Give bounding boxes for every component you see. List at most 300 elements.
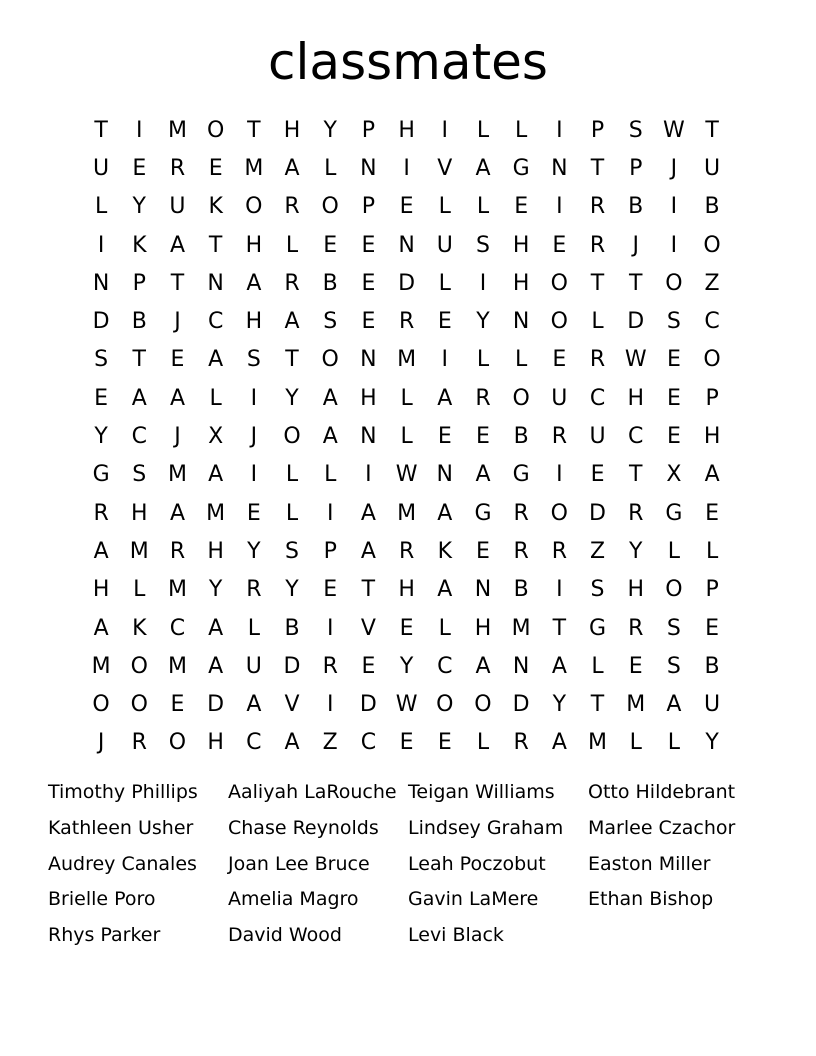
grid-letter: R	[169, 155, 186, 181]
grid-row	[82, 456, 732, 494]
grid-letter: C	[207, 309, 224, 335]
grid-letter: S	[285, 538, 300, 564]
grid-letter: I	[97, 232, 105, 258]
grid-letter: R	[475, 385, 491, 411]
grid-letter: P	[361, 117, 376, 143]
grid-letter: E	[399, 615, 414, 641]
grid-letter: D	[359, 692, 377, 718]
grid-letter: T	[247, 117, 261, 143]
grid-letter: E	[552, 347, 567, 373]
grid-letter: O	[283, 424, 301, 450]
grid-letter: L	[324, 155, 337, 181]
grid-letter: C	[169, 615, 186, 641]
grid-letter: B	[322, 270, 338, 296]
grid-letter: L	[133, 577, 146, 603]
grid-letter: Y	[628, 538, 643, 564]
grid-letter: H	[512, 270, 530, 296]
grid-letter: R	[398, 309, 415, 335]
grid-letter: T	[590, 155, 605, 181]
word-list-item: Easton Miller	[588, 852, 711, 875]
grid-letter: Y	[476, 309, 490, 335]
grid-letter: A	[284, 155, 300, 181]
grid-letter: E	[476, 538, 490, 564]
grid-row	[82, 685, 732, 723]
grid-letter: A	[208, 347, 224, 373]
grid-letter: I	[479, 270, 487, 296]
grid-letter: Y	[323, 117, 337, 143]
grid-letter: E	[399, 730, 414, 756]
grid-letter: Z	[589, 538, 606, 564]
grid-letter: A	[437, 500, 453, 526]
word-list-item: Timothy Phillips	[48, 781, 198, 803]
grid-letter: R	[169, 538, 186, 564]
grid-letter: W	[624, 347, 647, 373]
grid-letter: A	[475, 653, 491, 679]
grid-letter: J	[97, 730, 105, 756]
grid-letter: M	[167, 653, 187, 679]
grid-letter: A	[208, 653, 224, 679]
grid-letter: L	[285, 462, 299, 488]
grid-letter: E	[666, 385, 681, 411]
grid-letter: P	[705, 577, 719, 603]
grid-letter: E	[437, 309, 452, 335]
puzzle-title: classmates	[268, 33, 548, 91]
grid-letter: Y	[247, 538, 261, 564]
word-list-item: Brielle Poro	[48, 888, 156, 911]
grid-letter: A	[322, 424, 338, 450]
word-list-item: Gavin LaMere	[408, 888, 539, 911]
grid-letter: T	[170, 270, 185, 296]
grid-letter: N	[92, 270, 110, 296]
grid-letter: Y	[94, 424, 108, 450]
grid-row	[82, 379, 732, 417]
grid-letter: T	[590, 270, 605, 296]
grid-letter: U	[169, 194, 186, 220]
grid-letter: H	[245, 232, 263, 258]
grid-letter: I	[556, 194, 563, 220]
grid-letter: I	[556, 462, 563, 488]
word-list-item: Teigan Williams	[408, 781, 555, 803]
grid-letter: A	[551, 653, 567, 679]
grid-letter: O	[168, 730, 187, 756]
grid-letter: I	[326, 500, 334, 526]
grid-letter: C	[246, 730, 262, 756]
grid-letter: A	[360, 538, 376, 564]
grid-letter: E	[323, 577, 338, 603]
grid-letter: M	[397, 500, 417, 526]
grid-letter: J	[174, 309, 181, 335]
grid-letter: Y	[208, 577, 223, 603]
grid-letter: D	[398, 270, 416, 296]
grid-letter: E	[399, 194, 414, 220]
grid-letter: L	[285, 500, 299, 526]
grid-letter: B	[513, 577, 529, 603]
grid-letter: A	[246, 692, 262, 718]
grid-letter: O	[130, 692, 148, 718]
grid-letter: V	[437, 155, 453, 181]
grid-row	[82, 149, 732, 187]
word-list-item: David Wood	[228, 924, 342, 947]
grid-letter: O	[703, 232, 721, 258]
grid-letter: I	[136, 117, 143, 143]
grid-letter: R	[284, 194, 300, 220]
grid-letter: L	[515, 347, 528, 373]
grid-letter: R	[513, 500, 529, 526]
grid-letter: M	[167, 462, 187, 488]
grid-letter: T	[628, 270, 643, 296]
grid-letter: I	[365, 462, 372, 488]
grid-letter: J	[250, 424, 258, 450]
grid-row	[82, 226, 732, 264]
word-list-item: Rhys Parker	[48, 924, 161, 947]
grid-letter: D	[589, 500, 606, 526]
grid-letter: C	[360, 730, 377, 756]
grid-letter: S	[475, 232, 490, 258]
grid-letter: D	[627, 309, 645, 335]
grid-letter: L	[324, 462, 337, 488]
grid-row	[82, 188, 732, 226]
grid-letter: A	[475, 155, 491, 181]
grid-letter: M	[626, 692, 646, 718]
grid-letter: A	[360, 500, 376, 526]
grid-letter: T	[361, 577, 376, 603]
grid-letter: L	[94, 194, 108, 220]
grid-letter: L	[476, 117, 490, 143]
grid-letter: J	[632, 232, 639, 258]
grid-letter: P	[132, 270, 146, 296]
grid-letter: S	[323, 309, 338, 335]
grid-letter: M	[511, 615, 531, 641]
grid-letter: E	[437, 730, 452, 756]
grid-letter: M	[244, 155, 264, 181]
grid-letter: P	[590, 117, 605, 143]
grid-letter: I	[556, 577, 563, 603]
grid-letter: R	[628, 500, 644, 526]
grid-letter: R	[284, 270, 300, 296]
word-list-item: Amelia Magro	[228, 888, 359, 911]
grid-letter: H	[703, 424, 721, 450]
grid-letter: U	[93, 155, 110, 181]
grid-letter: V	[284, 692, 300, 718]
word-list-item: Kathleen Usher	[48, 816, 194, 839]
grid-letter: E	[94, 385, 109, 411]
grid-letter: U	[704, 155, 721, 181]
grid-letter: R	[93, 500, 109, 526]
grid-letter: O	[245, 194, 263, 220]
grid-letter: O	[321, 194, 339, 220]
grid-letter: O	[550, 309, 568, 335]
grid-letter: K	[132, 232, 147, 258]
grid-letter: E	[705, 500, 720, 526]
grid-letter: H	[398, 117, 415, 143]
grid-letter: O	[206, 117, 225, 143]
grid-letter: N	[512, 309, 530, 335]
grid-letter: L	[667, 538, 681, 564]
grid-letter: L	[591, 309, 604, 335]
grid-letter: W	[395, 462, 418, 488]
grid-letter: A	[208, 462, 224, 488]
grid-letter: O	[665, 577, 683, 603]
grid-letter: O	[321, 347, 339, 373]
grid-letter: Y	[285, 577, 299, 603]
grid-letter: M	[206, 500, 226, 526]
grid-letter: S	[628, 117, 643, 143]
word-list-item: Otto Hildebrant	[588, 781, 736, 803]
grid-letter: L	[476, 194, 490, 220]
grid-letter: I	[670, 232, 678, 258]
grid-letter: A	[666, 692, 682, 718]
grid-letter: N	[474, 577, 492, 603]
grid-letter: A	[169, 385, 185, 411]
grid-letter: L	[476, 347, 490, 373]
grid-letter: R	[398, 538, 415, 564]
grid-letter: R	[589, 232, 606, 258]
grid-letter: I	[441, 117, 449, 143]
grid-letter: R	[513, 730, 529, 756]
grid-letter: T	[208, 232, 223, 258]
grid-letter: W	[395, 692, 418, 718]
grid-row	[82, 532, 732, 570]
grid-letter: I	[250, 462, 258, 488]
grid-letter: B	[628, 194, 644, 220]
grid-letter: B	[131, 309, 147, 335]
grid-letter: B	[513, 424, 529, 450]
grid-letter: L	[438, 194, 451, 220]
grid-letter: B	[704, 653, 720, 679]
grid-letter: E	[170, 692, 185, 718]
grid-letter: G	[512, 462, 530, 488]
grid-letter: B	[284, 615, 300, 641]
grid-letter: N	[398, 232, 415, 258]
grid-letter: M	[588, 730, 608, 756]
grid-letter: K	[437, 538, 452, 564]
grid-letter: L	[629, 730, 642, 756]
grid-letter: L	[515, 117, 528, 143]
grid-letter: A	[208, 615, 224, 641]
word-list	[48, 776, 788, 955]
grid-letter: O	[550, 500, 568, 526]
grid-letter: D	[283, 653, 301, 679]
grid-letter: L	[438, 270, 451, 296]
grid-letter: E	[132, 155, 147, 181]
grid-letter: M	[129, 538, 149, 564]
grid-row	[82, 341, 732, 379]
grid-letter: G	[92, 462, 110, 488]
grid-letter: R	[589, 347, 606, 373]
grid-letter: A	[246, 270, 262, 296]
grid-letter: T	[552, 615, 567, 641]
grid-row	[82, 111, 732, 149]
grid-letter: C	[589, 385, 606, 411]
grid-letter: E	[705, 615, 720, 641]
grid-letter: L	[591, 653, 604, 679]
grid-letter: I	[250, 385, 258, 411]
grid-letter: T	[285, 347, 299, 373]
grid-letter: G	[512, 155, 530, 181]
grid-letter: S	[132, 462, 147, 488]
grid-letter: R	[513, 538, 529, 564]
grid-letter: R	[131, 730, 147, 756]
grid-letter: P	[705, 385, 719, 411]
grid-letter: L	[705, 538, 719, 564]
grid-letter: E	[552, 232, 567, 258]
grid-letter: O	[550, 270, 568, 296]
grid-letter: S	[666, 309, 681, 335]
grid-letter: I	[556, 117, 563, 143]
grid-letter: Y	[552, 692, 567, 718]
grid-letter: E	[590, 462, 605, 488]
grid-letter: P	[361, 194, 376, 220]
word-list-item: Chase Reynolds	[228, 816, 379, 839]
word-list-item: Marlee Czachor	[588, 816, 736, 839]
grid-letter: A	[704, 462, 720, 488]
grid-letter: D	[207, 692, 225, 718]
grid-letter: E	[246, 500, 261, 526]
grid-letter: E	[361, 270, 376, 296]
grid-letter: O	[474, 692, 492, 718]
grid-letter: D	[512, 692, 530, 718]
grid-letter: L	[400, 424, 413, 450]
letter-grid	[82, 111, 732, 762]
grid-letter: B	[704, 194, 720, 220]
grid-letter: H	[627, 385, 644, 411]
grid-letter: S	[666, 653, 681, 679]
grid-letter: U	[704, 692, 721, 718]
grid-letter: A	[284, 309, 300, 335]
grid-letter: C	[628, 424, 644, 450]
grid-letter: M	[167, 577, 187, 603]
grid-letter: X	[208, 424, 224, 450]
grid-letter: T	[94, 117, 108, 143]
grid-letter: V	[360, 615, 376, 641]
grid-letter: L	[247, 615, 260, 641]
grid-letter: T	[705, 117, 719, 143]
grid-letter: C	[131, 424, 147, 450]
grid-letter: A	[131, 385, 147, 411]
grid-letter: J	[174, 424, 181, 450]
grid-letter: G	[589, 615, 607, 641]
grid-letter: A	[284, 730, 300, 756]
grid-letter: L	[438, 615, 451, 641]
grid-letter: S	[246, 347, 261, 373]
grid-letter: Z	[322, 730, 338, 756]
grid-letter: L	[209, 385, 222, 411]
grid-letter: A	[437, 385, 453, 411]
grid-letter: A	[93, 538, 109, 564]
grid-letter: O	[512, 385, 530, 411]
grid-letter: U	[436, 232, 453, 258]
grid-letter: J	[670, 155, 678, 181]
grid-letter: W	[663, 117, 685, 143]
grid-letter: R	[551, 424, 567, 450]
grid-letter: I	[326, 615, 334, 641]
grid-letter: C	[437, 653, 453, 679]
grid-letter: O	[665, 270, 683, 296]
grid-row	[82, 417, 732, 455]
word-list-item: Lindsey Graham	[408, 816, 564, 839]
grid-letter: R	[246, 577, 262, 603]
grid-letter: U	[551, 385, 568, 411]
grid-letter: N	[551, 155, 568, 181]
grid-letter: N	[360, 424, 377, 450]
grid-letter: Y	[285, 385, 299, 411]
grid-letter: N	[207, 270, 224, 296]
grid-letter: D	[92, 309, 110, 335]
grid-letter: H	[398, 577, 415, 603]
grid-letter: I	[441, 347, 449, 373]
word-list-item: Aaliyah LaRouche	[228, 781, 397, 803]
grid-letter: O	[130, 653, 148, 679]
grid-letter: A	[437, 577, 453, 603]
grid-letter: N	[360, 347, 377, 373]
grid-letter: H	[131, 500, 148, 526]
grid-letter: S	[666, 615, 681, 641]
grid-letter: O	[436, 692, 454, 718]
grid-letter: M	[91, 653, 111, 679]
grid-row	[82, 264, 732, 302]
grid-letter: S	[590, 577, 605, 603]
grid-letter: I	[670, 194, 678, 220]
grid-letter: S	[94, 347, 109, 373]
grid-letter: R	[322, 653, 338, 679]
word-list-item: Audrey Canales	[48, 852, 197, 875]
grid-letter: H	[207, 538, 224, 564]
grid-letter: Y	[705, 730, 719, 756]
grid-letter: A	[93, 615, 109, 641]
grid-row	[82, 494, 732, 532]
grid-row	[82, 571, 732, 609]
grid-letter: K	[208, 194, 223, 220]
grid-letter: E	[437, 424, 452, 450]
grid-letter: H	[512, 232, 530, 258]
grid-letter: L	[285, 232, 299, 258]
grid-letter: C	[704, 309, 720, 335]
grid-letter: E	[361, 232, 376, 258]
grid-letter: G	[474, 500, 492, 526]
grid-letter: E	[323, 232, 338, 258]
grid-letter: E	[361, 309, 376, 335]
grid-letter: H	[474, 615, 492, 641]
grid-letter: O	[703, 347, 721, 373]
grid-row	[82, 724, 732, 762]
grid-letter: T	[132, 347, 146, 373]
grid-letter: U	[589, 424, 606, 450]
grid-letter: E	[476, 424, 490, 450]
grid-letter: N	[436, 462, 454, 488]
grid-letter: O	[92, 692, 110, 718]
grid-row	[82, 302, 732, 340]
grid-letter: E	[666, 424, 681, 450]
grid-row	[82, 609, 732, 647]
grid-letter: G	[665, 500, 683, 526]
grid-letter: X	[666, 462, 682, 488]
word-list-item: Levi Black	[408, 924, 504, 947]
grid-letter: L	[667, 730, 681, 756]
grid-letter: T	[590, 692, 605, 718]
grid-letter: N	[512, 653, 530, 679]
grid-letter: R	[628, 615, 644, 641]
grid-letter: U	[245, 653, 262, 679]
grid-letter: P	[629, 155, 643, 181]
grid-letter: A	[169, 500, 185, 526]
grid-letter: H	[245, 309, 263, 335]
grid-letter: Y	[132, 194, 146, 220]
word-list-item: Joan Lee Bruce	[228, 852, 370, 875]
grid-letter: H	[627, 577, 644, 603]
grid-letter: I	[403, 155, 410, 181]
grid-letter: A	[551, 730, 567, 756]
grid-letter: A	[475, 462, 491, 488]
